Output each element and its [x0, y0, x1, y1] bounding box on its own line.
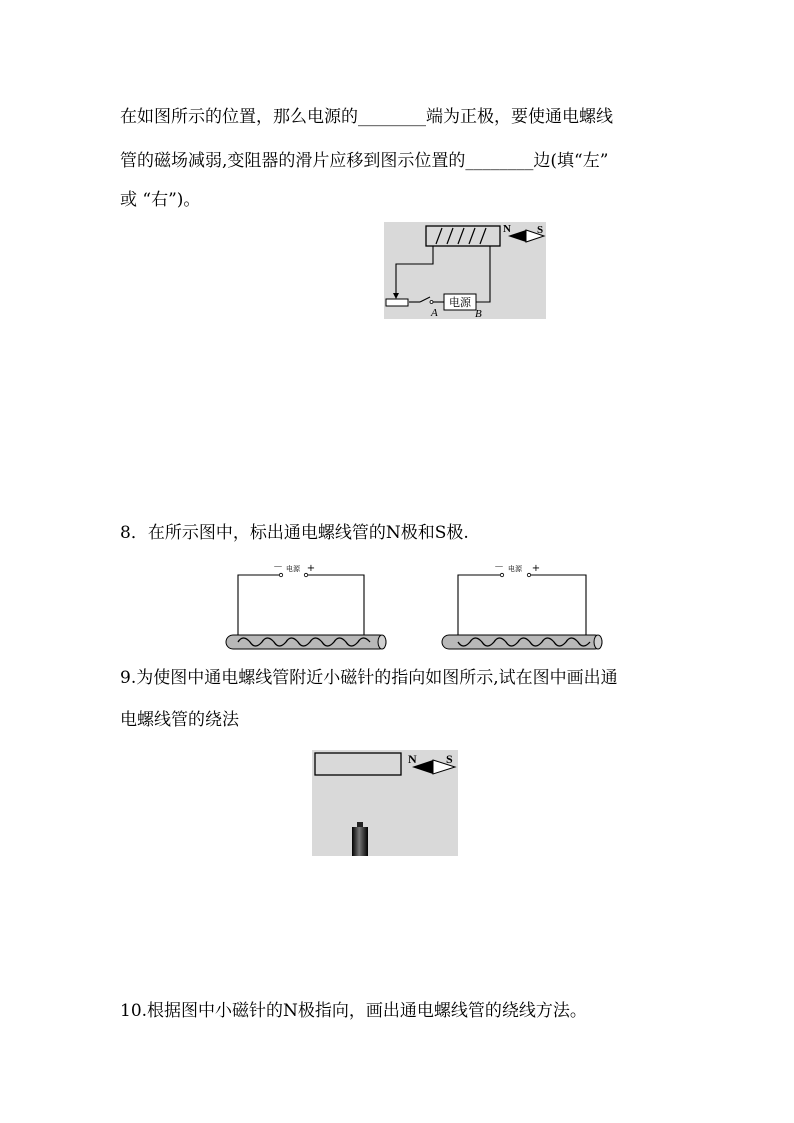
q8-line-1: 8．在所示图中，标出通电螺线管的N极和S极. [120, 523, 469, 543]
terminal-minus [500, 573, 503, 576]
terminal-minus [279, 573, 282, 576]
q9-figure [312, 750, 458, 856]
minus-label: － [273, 562, 283, 573]
q8-right-solenoid-figure [438, 562, 608, 654]
rheostat [386, 299, 408, 306]
q10-line-1: 10.根据图中小磁针的N极指向，画出通电螺线管的绕线方法。 [120, 1001, 587, 1021]
circuit-wires [458, 575, 586, 642]
power-label: 电源 [508, 565, 522, 573]
battery-icon [352, 822, 368, 856]
q7-line-2: 管的磁场减弱,变阻器的滑片应移到图示位置的________边(填“左” [120, 151, 609, 171]
plus-label: + [306, 563, 316, 574]
power-label: 电源 [286, 565, 300, 573]
terminal-a-label: A [431, 307, 438, 319]
q7-circuit-figure [384, 222, 546, 319]
power-supply-label: 电源 [449, 296, 471, 309]
q9-line-2: 电螺线管的绕法 [120, 710, 239, 730]
compass-n-label: N [503, 223, 511, 235]
q9-line-1: 9.为使图中通电螺线管附近小磁针的指向如图所示,试在图中画出通 [120, 668, 618, 688]
q7-line-3: 或 “右”)。 [120, 190, 201, 210]
q8-left-solenoid-figure [222, 562, 392, 654]
plus-label: + [531, 563, 541, 574]
solenoid-outline [315, 753, 401, 775]
q7-line-1: 在如图所示的位置，那么电源的________端为正极，要使通电螺线 [120, 107, 613, 127]
compass-s-label: S [446, 752, 453, 766]
terminal-plus [527, 573, 530, 576]
circuit-wires [238, 575, 364, 642]
terminal-b-label: B [475, 308, 482, 319]
compass-n-label: N [408, 752, 417, 766]
switch-contact [430, 301, 433, 304]
compass-s-label: S [537, 224, 544, 236]
minus-label: － [494, 562, 504, 573]
